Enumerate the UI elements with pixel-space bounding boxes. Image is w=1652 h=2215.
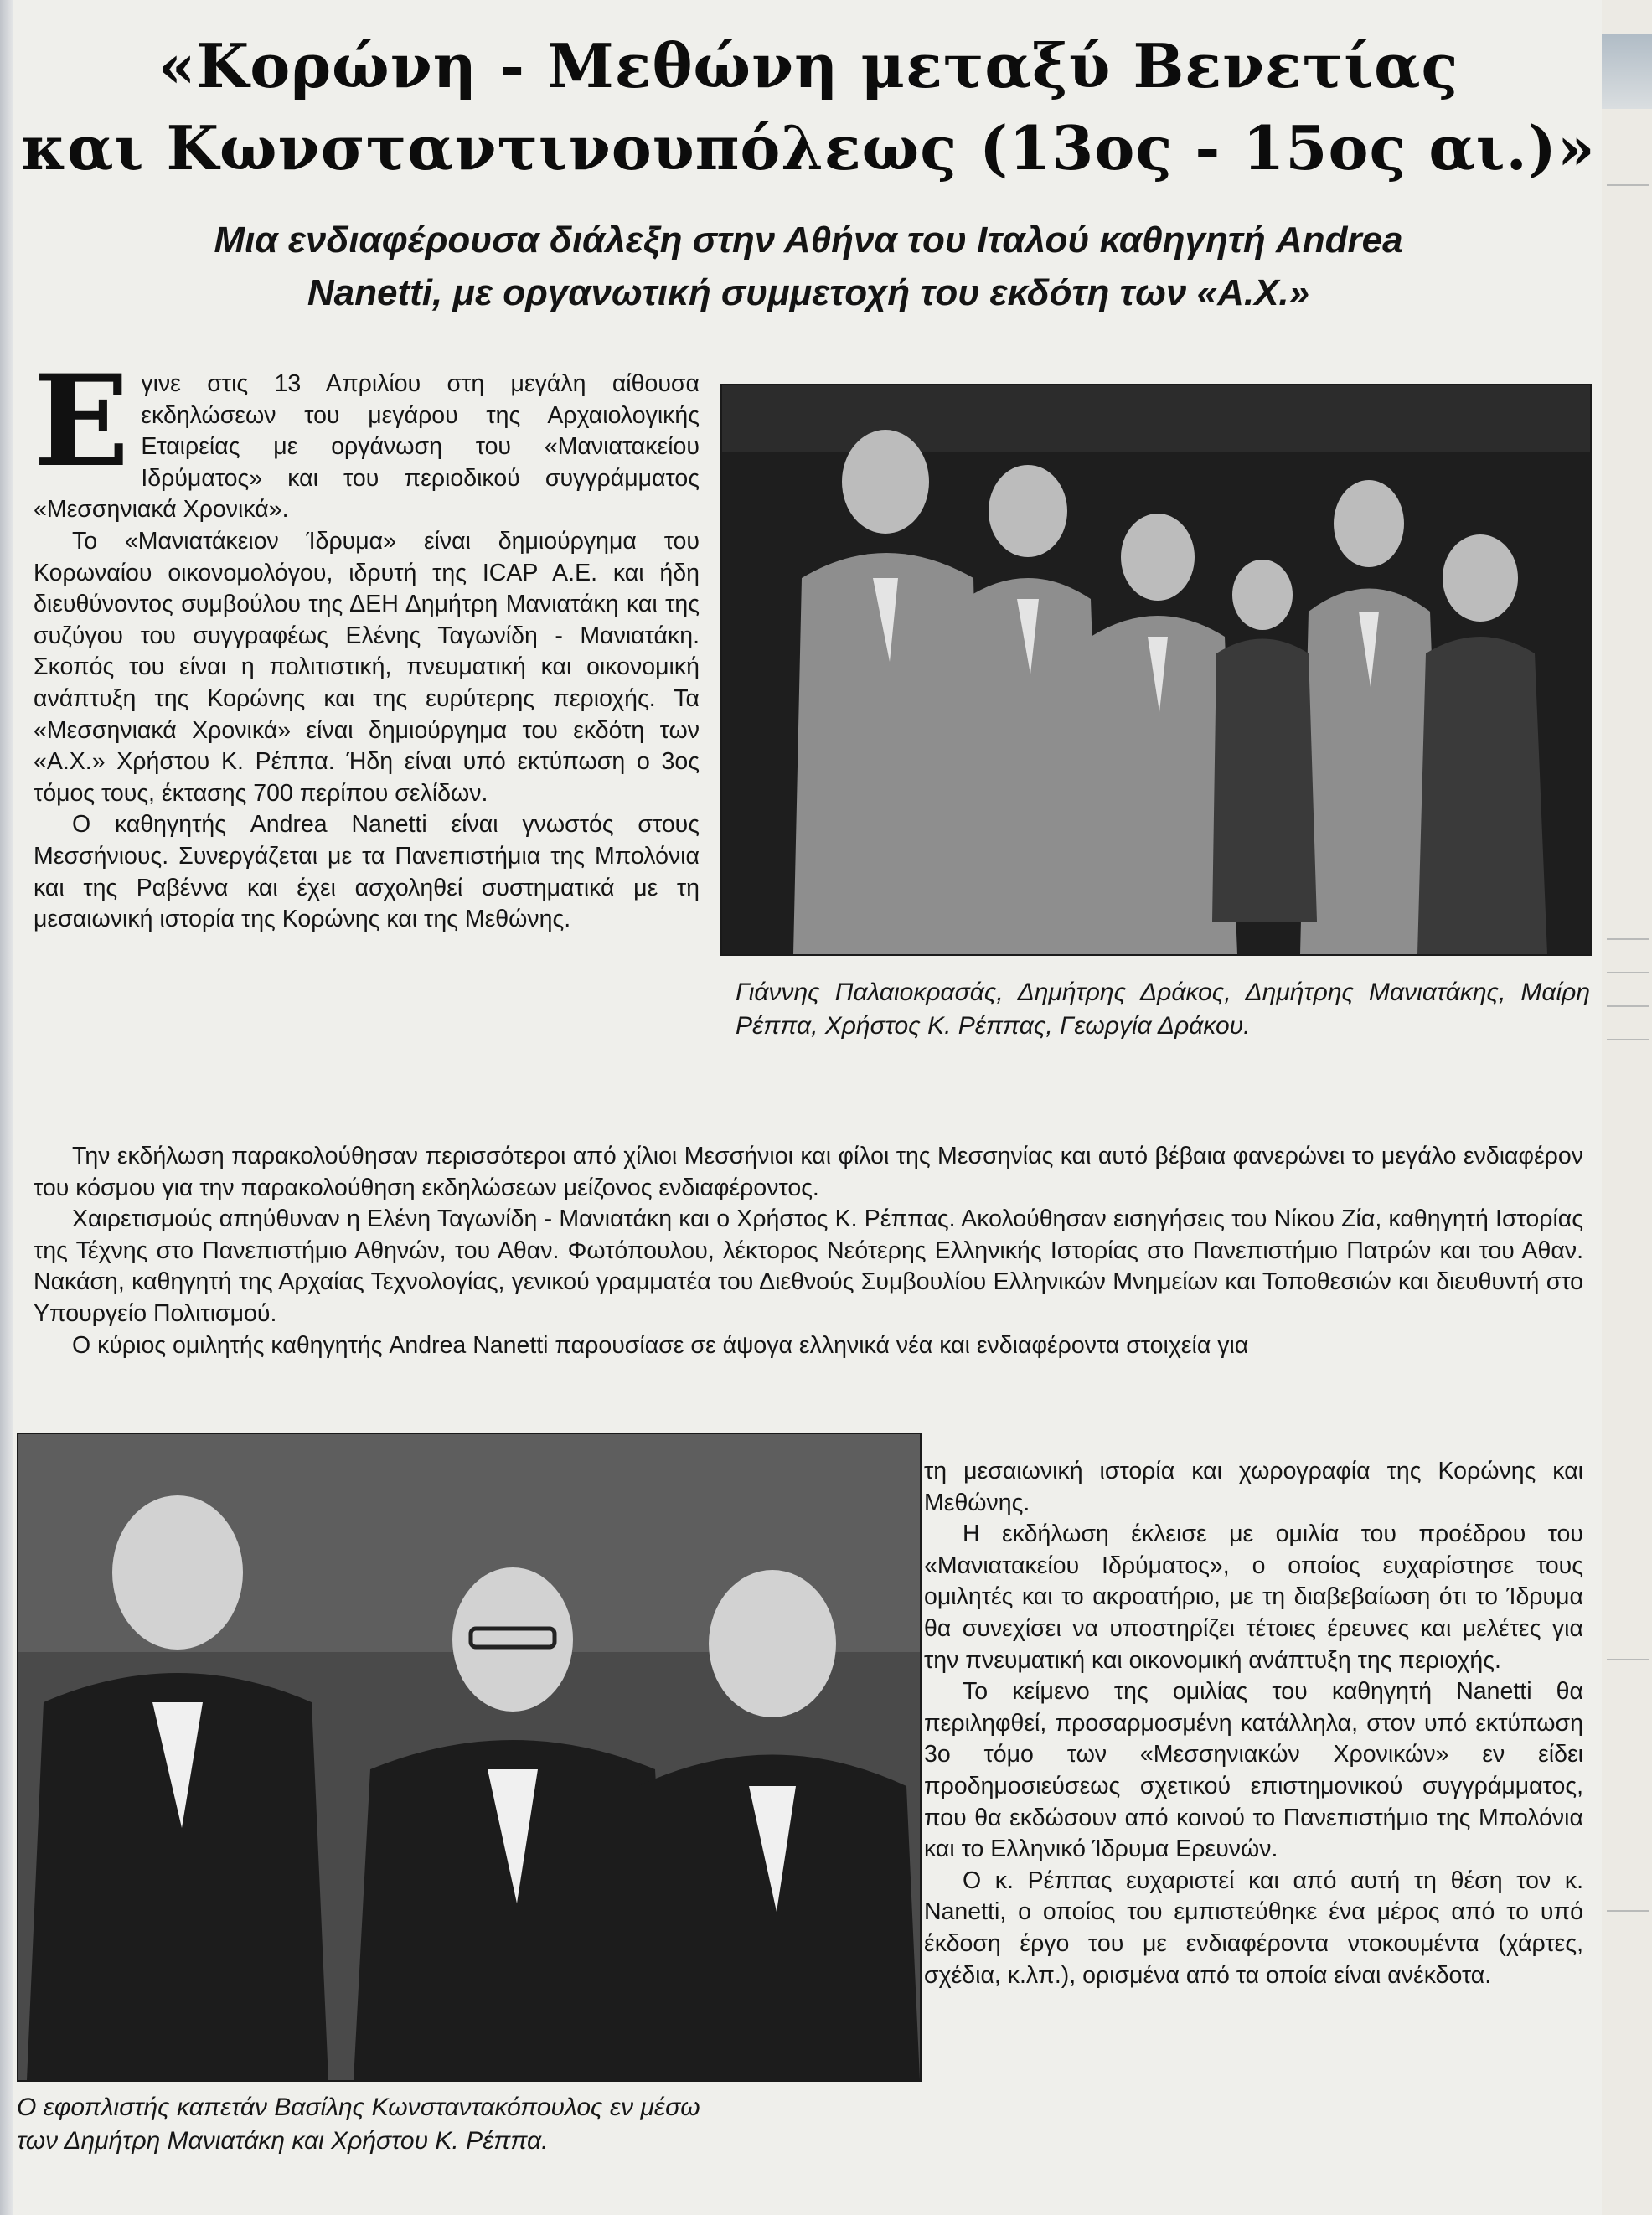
article-paragraph: Την εκδήλωση παρακολούθησαν περισσότεροι από χίλιοι Μεσσήνιοι και φίλοι της Μεσσηνίας και αυτό βέβαια φανερώνει το μεγάλο ενδιαφέρον του κόσμου για την παρακολούθηση εκδηλώσεων μείζονος ενδιαφέροντος. — [34, 1143, 1583, 1201]
adjacent-page-ghost-line — [1607, 1659, 1649, 1660]
article-paragraph: Η εκδήλωση έκλεισε με ομιλία του προέδρου του «Μανιατακείου Ιδρύματος», ο οποίος ευχαρίστησε τους ομιλητές και το ακροατήριο, με τη διαβεβαίωση ότι το Ίδρυμα θα συνεχίσει να υποστηρίζει τέτοιες έρευνες και μελέτες για την πνευματική και οικονομική ανάπτυξη της περιοχής. — [924, 1521, 1583, 1674]
page-bleed-right — [1602, 0, 1652, 2215]
article-paragraph: Ο κ. Ρέππας ευχαριστεί και από αυτή τη θέση τον κ. Nanetti, ο οποίος του εμπιστεύθηκε ένα μέρος από το υπό έκδοση έργο του με ενδιαφέροντα ντοκουμέντα (χάρτες, σχέδια, κ.λπ.), ορισμένα από τα οποία είναι ανέκδοτα. — [924, 1866, 1583, 1989]
page-bleed-left — [0, 0, 13, 2215]
adjacent-page-ghost-line — [1607, 938, 1649, 940]
photo-three-men — [17, 1433, 922, 2082]
photo-group-of-six-image — [722, 385, 1590, 954]
subhead-line-1: Μια ενδιαφέρουσα διάλεξη στην Αθήνα του Ιταλού καθηγητή Andrea — [214, 219, 1403, 261]
article-paragraph — [34, 348, 700, 526]
caption-bottom-photo — [17, 2091, 922, 2158]
adjacent-page-ghost-line — [1607, 972, 1649, 973]
article-column-right — [924, 1456, 1583, 1991]
photo-group-of-six — [720, 384, 1592, 956]
adjacent-page-ghost-line — [1607, 184, 1649, 186]
paragraph-text: γινε στις 13 Απριλίου στη μεγάλη αίθουσα εκδηλώσεων του μεγάρου της Αρχαιολογικής Εταιρείας με οργάνωση του «Μανιατακείου Ιδρύματος» και του περιοδικού συγγράμματος «Μεσσηνιακά Χρονικά». — [34, 370, 700, 524]
article-headline — [17, 25, 1600, 189]
adjacent-page-ghost-line — [1607, 1039, 1649, 1040]
article-paragraph: Ο καθηγητής Andrea Nanetti είναι γνωστός στους Μεσσήνιους. Συνεργάζεται με τα Πανεπιστήμια της Μπολόνια και της Ραβέννα και έχει ασχοληθεί συστηματικά με τη μεσαιωνική ιστορία της Κορώνης και της Μεθώνης. — [34, 811, 700, 933]
article-paragraph-continuation: τη μεσαιωνική ιστορία και χωρογραφία της Κορώνης και Μεθώνης. — [924, 1458, 1583, 1516]
headline-line-1: «Κορώνη - Μεθώνη μεταξύ Βενετίας — [157, 30, 1459, 101]
article-column-full-width — [34, 1141, 1583, 1361]
adjacent-page-ghost-line — [1607, 1005, 1649, 1007]
article-paragraph: Ο κύριος ομιλητής καθηγητής Andrea Nanetti παρουσίασε σε άψογα ελληνικά νέα και ενδιαφέροντα στοιχεία για — [72, 1331, 1249, 1359]
photo-three-men-image — [18, 1434, 920, 2080]
article-paragraph: Χαιρετισμούς απηύθυναν η Ελένη Ταγωνίδη - Μανιατάκη και ο Χρήστος Κ. Ρέππας. Ακολούθησαν εισηγήσεις του Νίκου Ζία, καθηγητή Ιστορίας της Τέχνης στο Πανεπιστήμιο Αθηνών, του Αθαν. Φωτόπουλου, λέκτορος Νεότερης Ελληνικής Ιστορίας στο Πανεπιστήμιο Πατρών και του Αθαν. Νακάση, καθηγητή της Αρχαίας Τεχνολογίας, γενικού γραμματέα του Διεθνούς Συμβουλίου Ελληνικών Μνημείων και Τοποθεσιών και διευθυντή στο Υπουργείο Πολιτισμού. — [34, 1206, 1583, 1327]
caption-bottom-line-1: Ο εφοπλιστής καπετάν Βασίλης Κωνσταντακόπουλος εν μέσω — [17, 2094, 700, 2121]
adjacent-page-ghost-title — [1602, 34, 1652, 109]
caption-bottom-line-2: των Δημήτρη Μανιατάκη και Χρήστου Κ. Ρέππα. — [17, 2127, 549, 2155]
caption-top-photo: Γιάννης Παλαιοκρασάς, Δημήτρης Δράκος, Δημήτρης Μανιατάκης, Μαίρη Ρέππα, Χρήστος Κ. Ρέππας, Γεωργία Δράκου. — [736, 978, 1590, 1040]
subhead-line-2: Nanetti, με οργανωτική συμμετοχή του εκδότη των «Α.Χ.» — [307, 272, 1310, 313]
article-paragraph: Το «Μανιατάκειον Ίδρυμα» είναι δημιούργημα του Κορωναίου οικονομολόγου, ιδρυτή της ICAP A.E. και ήδη διευθύνοντος συμβούλου της ΔΕΗ Δημήτρη Μανιατάκη και της συζύγου του συγγραφέως Ελένης Ταγωνίδη - Μανιατάκη. Σκοπός του είναι η πολιτιστική, πνευματική και οικονομική ανάπτυξη της Κορώνης και της ευρύτερης περιοχής. Τα «Μεσσηνιακά Χρονικά» είναι δημιούργημα του εκδότη των «Α.Χ.» Χρήστου Κ. Ρέππα. Ήδη είναι υπό εκτύπωση ο 3ος τόμος τους, έκτασης 700 περίπου σελίδων. — [34, 527, 700, 807]
article-subheadline — [34, 214, 1583, 319]
article-column-left — [34, 348, 700, 936]
headline-line-2: και Κωνσταντινουπόλεως (13ος - 15ος αι.)» — [21, 112, 1596, 183]
article-paragraph: Το κείμενο της ομιλίας του καθηγητή Nanetti θα περιληφθεί, προσαρμοσμένη κατάλληλα, στον υπό εκτύπωση 3ο τόμο των «Μεσσηνιακών Χρονικών» εν είδει προδημοσιεύσεως σχετικού επιστημονικού συγγράμματος, που θα εκδώσουν από κοινού το Πανεπιστήμιο της Μπολόνια και το Ελληνικό Ίδρυμα Ερευνών. — [924, 1678, 1583, 1863]
adjacent-page-ghost-line — [1607, 1910, 1649, 1912]
drop-cap: Ε — [34, 348, 130, 495]
